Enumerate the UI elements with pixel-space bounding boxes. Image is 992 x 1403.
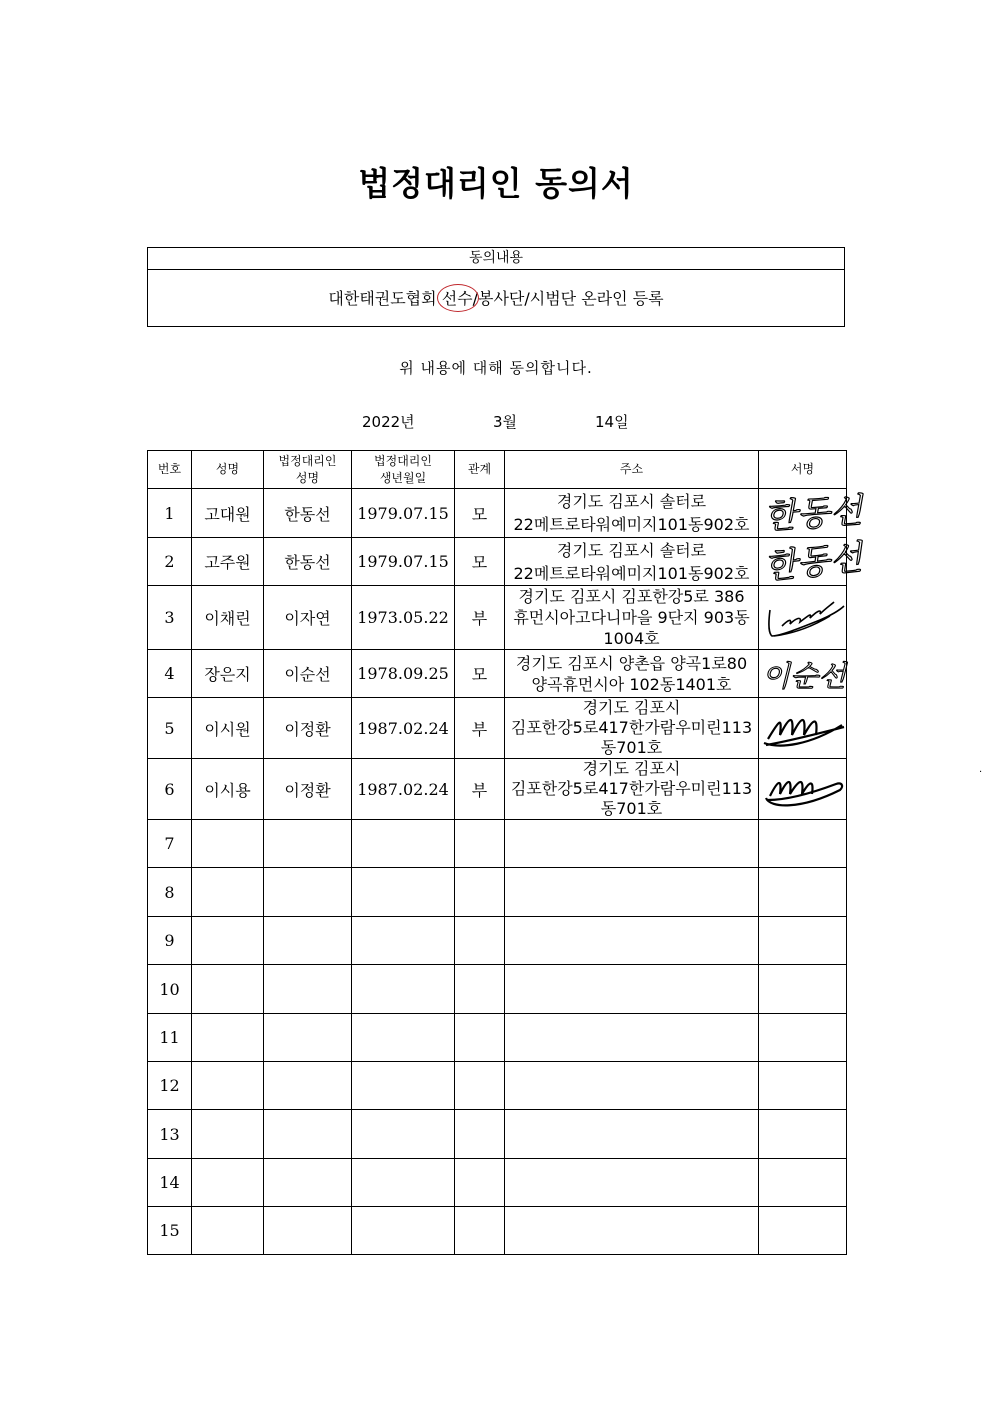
- row-signature: [759, 537, 864, 588]
- row-signature: [759, 1207, 847, 1255]
- row-address-line2: 김포한강5로417한가람우미린113동701호: [510, 779, 753, 818]
- row-birth: [352, 868, 455, 917]
- row-address-line2: 양곡휴먼시아 102동1401호: [531, 674, 732, 694]
- row-guardian: [264, 868, 352, 917]
- row-birth: [352, 1207, 455, 1255]
- table-row: [148, 1159, 847, 1207]
- table-row: [148, 650, 847, 698]
- signature-scribble-icon: [760, 590, 846, 646]
- date-month: 3월: [493, 413, 518, 431]
- row-relation: [455, 820, 505, 868]
- header-address: 주소: [505, 451, 759, 489]
- row-address-line2: 22메트로타워예미지101동902호: [513, 563, 750, 583]
- row-name: [192, 820, 264, 868]
- row-no: 10: [148, 965, 192, 1014]
- consent-suffix: /봉사단/시범단 온라인 등록: [472, 289, 664, 308]
- row-guardian: [264, 1159, 352, 1207]
- row-guardian: [264, 965, 352, 1014]
- consent-circled-option: 선수: [442, 270, 473, 328]
- header-guardian-name-line2: 성명: [295, 470, 320, 485]
- row-address: [505, 868, 759, 917]
- row-no: 14: [148, 1159, 192, 1207]
- row-no: 2: [148, 538, 192, 586]
- row-birth: 1973.05.22: [352, 586, 455, 650]
- row-address-line2: 22메트로타워예미지101동902호: [513, 515, 750, 534]
- table-row: [148, 1110, 847, 1159]
- row-relation: 부: [455, 698, 505, 759]
- row-birth: [352, 1014, 455, 1062]
- svg-text:한동선: 한동선: [761, 537, 864, 588]
- row-relation: [455, 1014, 505, 1062]
- row-address: [505, 698, 759, 759]
- row-birth: 1987.02.24: [352, 759, 455, 820]
- row-address: [505, 1014, 759, 1062]
- row-signature: [759, 917, 847, 965]
- row-birth: [352, 917, 455, 965]
- consent-header: 동의내용: [148, 248, 844, 270]
- row-name: 이채린: [192, 586, 264, 650]
- row-name: [192, 1110, 264, 1159]
- header-guardian-birth-line2: 생년월일: [379, 470, 427, 485]
- header-signature: 서명: [759, 451, 847, 489]
- row-name: 이시용: [192, 759, 264, 820]
- consent-body: [148, 270, 844, 328]
- row-address-line1: 경기도 김포시: [582, 759, 681, 778]
- stray-mark: .: [979, 764, 983, 775]
- signature-handong-2: [760, 537, 864, 588]
- row-no: 6: [148, 759, 192, 820]
- row-no: 15: [148, 1207, 192, 1255]
- row-no: 12: [148, 1062, 192, 1110]
- table-row: [148, 868, 847, 917]
- row-signature: [759, 698, 847, 759]
- row-birth: 1987.02.24: [352, 698, 455, 759]
- table-row: [148, 917, 847, 965]
- header-name: 성명: [192, 451, 264, 489]
- row-guardian: [264, 820, 352, 868]
- table-row: [148, 698, 847, 759]
- table-row: [148, 1062, 847, 1110]
- date-day: 14일: [595, 413, 629, 431]
- row-address: [505, 1159, 759, 1207]
- row-guardian: [264, 917, 352, 965]
- row-signature: [759, 820, 847, 868]
- table-row: [148, 1207, 847, 1255]
- row-relation: [455, 1159, 505, 1207]
- header-guardian-birth: [352, 451, 455, 489]
- table-row: [148, 489, 847, 538]
- row-guardian: 한동선: [264, 538, 352, 586]
- row-relation: 모: [455, 650, 505, 698]
- table-header-row: [148, 451, 847, 489]
- row-address-line2: 김포한강5로417한가람우미린113동701호: [510, 718, 753, 757]
- guardian-table: [147, 450, 864, 1255]
- row-birth: 1979.07.15: [352, 489, 455, 538]
- row-no: 8: [148, 868, 192, 917]
- row-address: [505, 1207, 759, 1255]
- signature-isunseon: [760, 652, 846, 696]
- row-no: 11: [148, 1014, 192, 1062]
- row-relation: [455, 965, 505, 1014]
- row-guardian: [264, 1207, 352, 1255]
- row-no: 13: [148, 1110, 192, 1159]
- row-address-line3: 1004호: [603, 629, 660, 648]
- row-address: [505, 820, 759, 868]
- row-signature: [759, 965, 847, 1014]
- row-signature: [759, 1014, 847, 1062]
- row-no: 4: [148, 650, 192, 698]
- header-guardian-name-line1: 법정대리인: [278, 453, 337, 468]
- row-address-line1: 경기도 김포시: [582, 698, 681, 717]
- row-address-line1: 경기도 김포시 솔터로: [556, 492, 707, 511]
- table-row: [148, 1014, 847, 1062]
- header-guardian-birth-line1: 법정대리인: [374, 453, 432, 468]
- row-address-line1: 경기도 김포시 솔터로: [556, 540, 707, 560]
- row-guardian: 이순선: [264, 650, 352, 698]
- row-no: 7: [148, 820, 192, 868]
- row-relation: [455, 1110, 505, 1159]
- row-birth: 1979.07.15: [352, 538, 455, 586]
- row-name: [192, 1159, 264, 1207]
- row-address: [505, 917, 759, 965]
- row-signature: [759, 1062, 847, 1110]
- row-relation: [455, 1207, 505, 1255]
- table-row: [148, 538, 847, 586]
- row-name: [192, 868, 264, 917]
- table-row: [148, 965, 847, 1014]
- row-no: 1: [148, 489, 192, 538]
- row-birth: [352, 1159, 455, 1207]
- row-name: [192, 1062, 264, 1110]
- row-relation: 모: [455, 489, 505, 538]
- row-name: [192, 1207, 264, 1255]
- signature-handong-1: [760, 490, 864, 538]
- svg-text:한동선: 한동선: [762, 490, 864, 538]
- row-address: [505, 586, 759, 650]
- row-signature: [759, 868, 847, 917]
- row-address-line1: 경기도 김포시 양촌읍 양곡1로80: [515, 653, 748, 673]
- row-signature: [759, 1159, 847, 1207]
- table-row: [148, 759, 847, 820]
- row-guardian: [264, 1014, 352, 1062]
- row-guardian: 이정환: [264, 759, 352, 820]
- document-title: 법정대리인 동의서: [358, 164, 634, 203]
- row-address: [505, 965, 759, 1014]
- date-year: 2022년: [362, 413, 415, 431]
- row-relation: 부: [455, 586, 505, 650]
- row-name: [192, 1014, 264, 1062]
- row-signature: [759, 759, 847, 820]
- row-name: [192, 917, 264, 965]
- row-guardian: 이정환: [264, 698, 352, 759]
- row-signature: [759, 1110, 847, 1159]
- row-birth: [352, 1110, 455, 1159]
- header-relation: 관계: [455, 451, 505, 489]
- row-signature: [759, 650, 847, 698]
- row-relation: 모: [455, 538, 505, 586]
- row-relation: [455, 868, 505, 917]
- row-no: 5: [148, 698, 192, 759]
- header-guardian-name: [264, 451, 352, 489]
- row-name: 장은지: [192, 650, 264, 698]
- row-relation: [455, 1062, 505, 1110]
- row-birth: [352, 820, 455, 868]
- signature-scribble-icon: [760, 766, 846, 812]
- row-name: 이시원: [192, 698, 264, 759]
- row-address: [505, 759, 759, 820]
- row-no: 3: [148, 586, 192, 650]
- row-address-line1: 경기도 김포시 김포한강5로 386: [518, 587, 745, 606]
- row-relation: 부: [455, 759, 505, 820]
- row-name: 고주원: [192, 538, 264, 586]
- agreement-statement: 위 내용에 대해 동의합니다.: [399, 359, 593, 377]
- row-guardian: [264, 1062, 352, 1110]
- row-guardian: 이자연: [264, 586, 352, 650]
- row-name: [192, 965, 264, 1014]
- table-row: [148, 586, 847, 650]
- row-signature: [759, 586, 847, 650]
- row-address: [505, 1062, 759, 1110]
- row-guardian: 한동선: [264, 489, 352, 538]
- row-birth: [352, 965, 455, 1014]
- consent-prefix: 대한태권도협회: [328, 289, 442, 308]
- row-address: [505, 1110, 759, 1159]
- row-address: [505, 650, 759, 698]
- row-address: [505, 538, 759, 586]
- svg-text:이순선: 이순선: [761, 658, 846, 693]
- row-no: 9: [148, 917, 192, 965]
- row-relation: [455, 917, 505, 965]
- row-guardian: [264, 1110, 352, 1159]
- row-birth: 1978.09.25: [352, 650, 455, 698]
- consent-box: [147, 247, 845, 327]
- row-birth: [352, 1062, 455, 1110]
- header-no: 번호: [148, 451, 192, 489]
- row-address-line2: 휴먼시아고다니마을 9단지 903동: [513, 608, 750, 627]
- row-signature: [759, 489, 864, 538]
- row-name: 고대원: [192, 489, 264, 538]
- signature-scribble-icon: [760, 705, 846, 751]
- row-address: [505, 489, 759, 538]
- table-row: [148, 820, 847, 868]
